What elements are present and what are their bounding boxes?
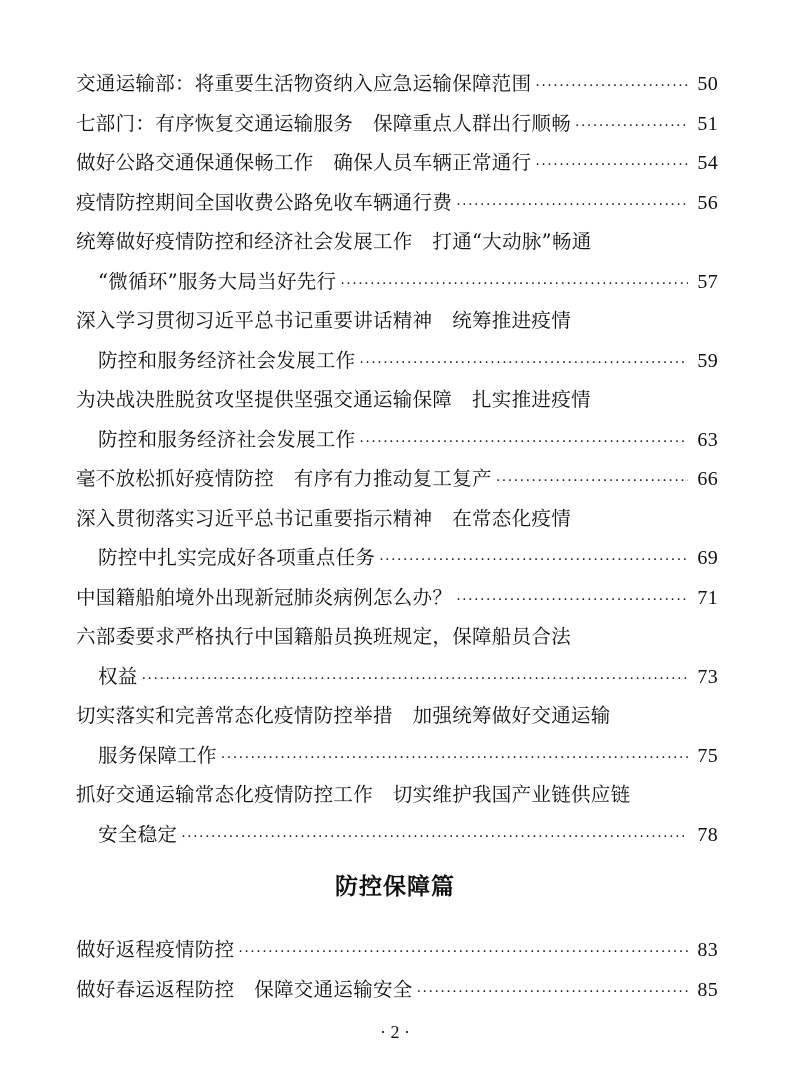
toc-entry-title: 做好返程疫情防控 <box>76 938 235 961</box>
footer-page-number: · 2 · <box>380 1022 410 1042</box>
toc-entry-title: 做好公路交通保通保畅工作 确保人员车辆正常通行 <box>76 151 532 174</box>
toc-entry[interactable] <box>76 301 718 380</box>
toc-line-continuation <box>76 262 718 302</box>
toc-line <box>76 499 718 539</box>
toc-entry[interactable] <box>76 499 718 578</box>
toc-entry[interactable] <box>76 143 718 183</box>
toc-line <box>76 222 718 262</box>
toc-entry[interactable] <box>76 617 718 696</box>
toc-page-number: 71 <box>697 586 718 609</box>
toc-entry-title: 疫情防控期间全国收费公路免收车辆通行费 <box>76 190 453 214</box>
toc-line-continuation <box>76 420 718 460</box>
toc-entry[interactable] <box>76 930 718 970</box>
toc-entry-title: 切实落实和完善常态化疫情防控举措 加强统筹做好交通运输 <box>76 704 611 727</box>
toc-entry[interactable] <box>76 578 718 618</box>
toc-entry-title: 为决战决胜脱贫攻坚提供坚强交通运输保障 扎实推进疫情 <box>76 388 591 411</box>
toc-line <box>76 696 718 736</box>
leader-dots <box>456 186 688 226</box>
section-heading: 防控保障篇 <box>335 874 455 900</box>
leader-dots <box>575 107 688 147</box>
toc-entry[interactable] <box>76 222 718 301</box>
toc-entry-title-continued: 服务保障工作 <box>98 743 217 767</box>
toc-entry-title: 深入学习贯彻习近平总书记重要讲话精神 统筹推进疫情 <box>76 309 572 332</box>
toc-line-continuation <box>76 538 718 578</box>
toc-line <box>76 578 718 618</box>
toc-line-continuation <box>76 736 718 776</box>
toc-page-number: 50 <box>697 73 718 95</box>
leader-dots <box>181 818 688 858</box>
leader-dots <box>456 581 688 621</box>
toc-page-number: 59 <box>697 349 718 372</box>
toc-line-continuation <box>76 815 718 855</box>
leader-dots <box>496 462 688 502</box>
toc-line <box>76 183 718 223</box>
toc-page-number: 73 <box>697 665 718 688</box>
toc-page-number: 56 <box>697 191 718 214</box>
toc-line <box>76 104 718 144</box>
table-of-contents <box>76 64 718 854</box>
toc-entry[interactable] <box>76 104 718 144</box>
leader-dots <box>379 541 688 581</box>
toc-entry-title: 统筹做好疫情防控和经济社会发展工作 打通“大动脉”畅通 <box>76 230 592 253</box>
toc-entry-title: 交通运输部：将重要生活物资纳入应急运输保障范围 <box>76 72 532 95</box>
toc-page-number: 78 <box>697 823 718 846</box>
toc-entry-title: 抓好交通运输常态化疫情防控工作 切实维护我国产业链供应链 <box>76 783 631 806</box>
toc-line <box>76 380 718 420</box>
leader-dots <box>535 146 688 186</box>
toc-line <box>76 64 718 104</box>
toc-line-continuation <box>76 657 718 697</box>
leader-dots <box>221 739 688 779</box>
leader-dots <box>238 933 688 973</box>
toc-entry[interactable] <box>76 64 718 104</box>
toc-line-continuation <box>76 341 718 381</box>
toc-entry-title-continued: 安全稳定 <box>98 822 178 846</box>
toc-entry-title: 做好春运返程防控 保障交通运输安全 <box>76 977 413 1001</box>
toc-entry-title: 七部门：有序恢复交通运输服务 保障重点人群出行顺畅 <box>76 111 572 135</box>
toc-entry[interactable] <box>76 696 718 775</box>
leader-dots <box>359 423 688 463</box>
toc-entry-title: 毫不放松抓好疫情防控 有序有力推动复工复产 <box>76 467 492 490</box>
toc-entry-title-continued: “微循环”服务大局当好先行 <box>98 269 337 293</box>
toc-line <box>76 970 718 1010</box>
toc-line <box>76 775 718 815</box>
toc-page-number: 85 <box>697 978 718 1001</box>
section-table-of-contents <box>76 930 718 1009</box>
toc-entry-title: 深入贯彻落实习近平总书记重要指示精神 在常态化疫情 <box>76 506 572 530</box>
toc-entry[interactable] <box>76 380 718 459</box>
toc-page-number: 66 <box>697 468 718 490</box>
leader-dots <box>535 67 688 107</box>
toc-entry-title-continued: 防控和服务经济社会发展工作 <box>98 427 356 451</box>
toc-entry-title-continued: 防控中扎实完成好各项重点任务 <box>98 546 376 569</box>
leader-dots <box>417 973 688 1013</box>
toc-page-number: 54 <box>697 152 718 174</box>
toc-page-number: 83 <box>697 939 718 961</box>
leader-dots <box>340 265 688 305</box>
toc-entry[interactable] <box>76 459 718 499</box>
toc-line <box>76 617 718 657</box>
toc-line <box>76 301 718 341</box>
toc-page-number: 75 <box>697 744 718 767</box>
leader-dots <box>142 660 688 700</box>
toc-line <box>76 459 718 499</box>
toc-page-number: 63 <box>697 428 718 451</box>
toc-entry-title-continued: 权益 <box>98 664 138 688</box>
toc-line <box>76 930 718 970</box>
toc-entry-title-continued: 防控和服务经济社会发展工作 <box>98 348 356 372</box>
leader-dots <box>359 344 688 384</box>
toc-entry-title: 六部委要求严格执行中国籍船员换班规定，保障船员合法 <box>76 625 572 648</box>
toc-page-number: 69 <box>697 547 718 569</box>
toc-entry[interactable] <box>76 775 718 854</box>
toc-line <box>76 143 718 183</box>
toc-entry-title: 中国籍船舶境外出现新冠肺炎病例怎么办？ <box>76 585 453 609</box>
toc-page-number: 51 <box>697 112 718 135</box>
toc-page-number: 57 <box>697 270 718 293</box>
toc-entry[interactable] <box>76 970 718 1010</box>
toc-entry[interactable] <box>76 183 718 223</box>
